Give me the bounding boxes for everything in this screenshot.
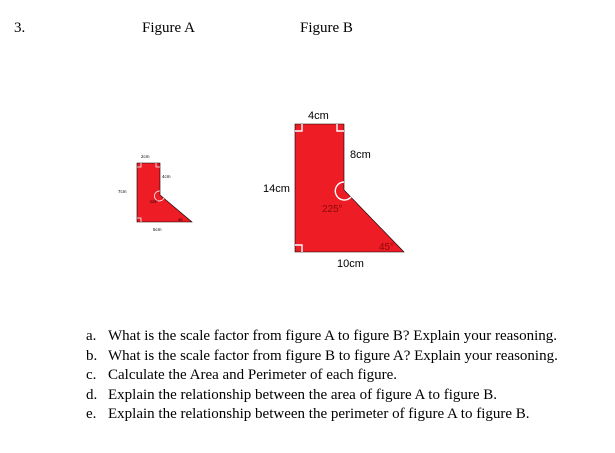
figure-a-label-top: 2cm [141,154,150,159]
figure-b-label-top: 4cm [308,110,329,122]
figure-b-label-angle-225: 225° [322,204,343,215]
question-item [86,327,558,347]
figure-b-shape [295,124,404,252]
question-item [86,347,558,367]
figure-a-title: Figure A [142,20,195,36]
question-item [86,366,558,386]
figure-a-label-left: 7cm [118,189,127,194]
question-text: Calculate the Area and Perimeter of each figure. [108,367,398,383]
figure-a-label-inner-right: 4cm [162,174,171,179]
question-text: What is the scale factor from figure B to figure A? Explain your reasoning. [108,347,558,364]
figure-b-label-angle-45: 45° [379,242,395,253]
figure-b-label-left: 14cm [263,183,290,195]
question-letter: a. [86,328,97,344]
question-letter: b. [86,347,98,364]
question-item [86,405,558,425]
figure-b-title: Figure B [300,20,353,36]
figure-b-label-bottom: 10cm [337,258,364,270]
question-item [86,386,558,406]
question-text: What is the scale factor from figure A to figure B? Explain your reasoning. [108,328,558,344]
figure-a-label-angle-45: 45 [178,217,183,222]
question-letter: d. [86,386,98,403]
figure-a-label-angle-225: 225° [150,200,158,204]
question-letter: e. [86,406,97,422]
problem-number: 3. [14,20,26,36]
question-text: Explain the relationship between the area of figure A to figure B. [108,386,498,403]
question-letter: c. [86,367,97,383]
figure-a-label-bottom: 5cm [153,227,162,232]
question-list [86,327,558,425]
question-text: Explain the relationship between the perimeter of figure A to figure B. [108,406,530,422]
figure-b-label-inner-right: 8cm [350,149,371,161]
